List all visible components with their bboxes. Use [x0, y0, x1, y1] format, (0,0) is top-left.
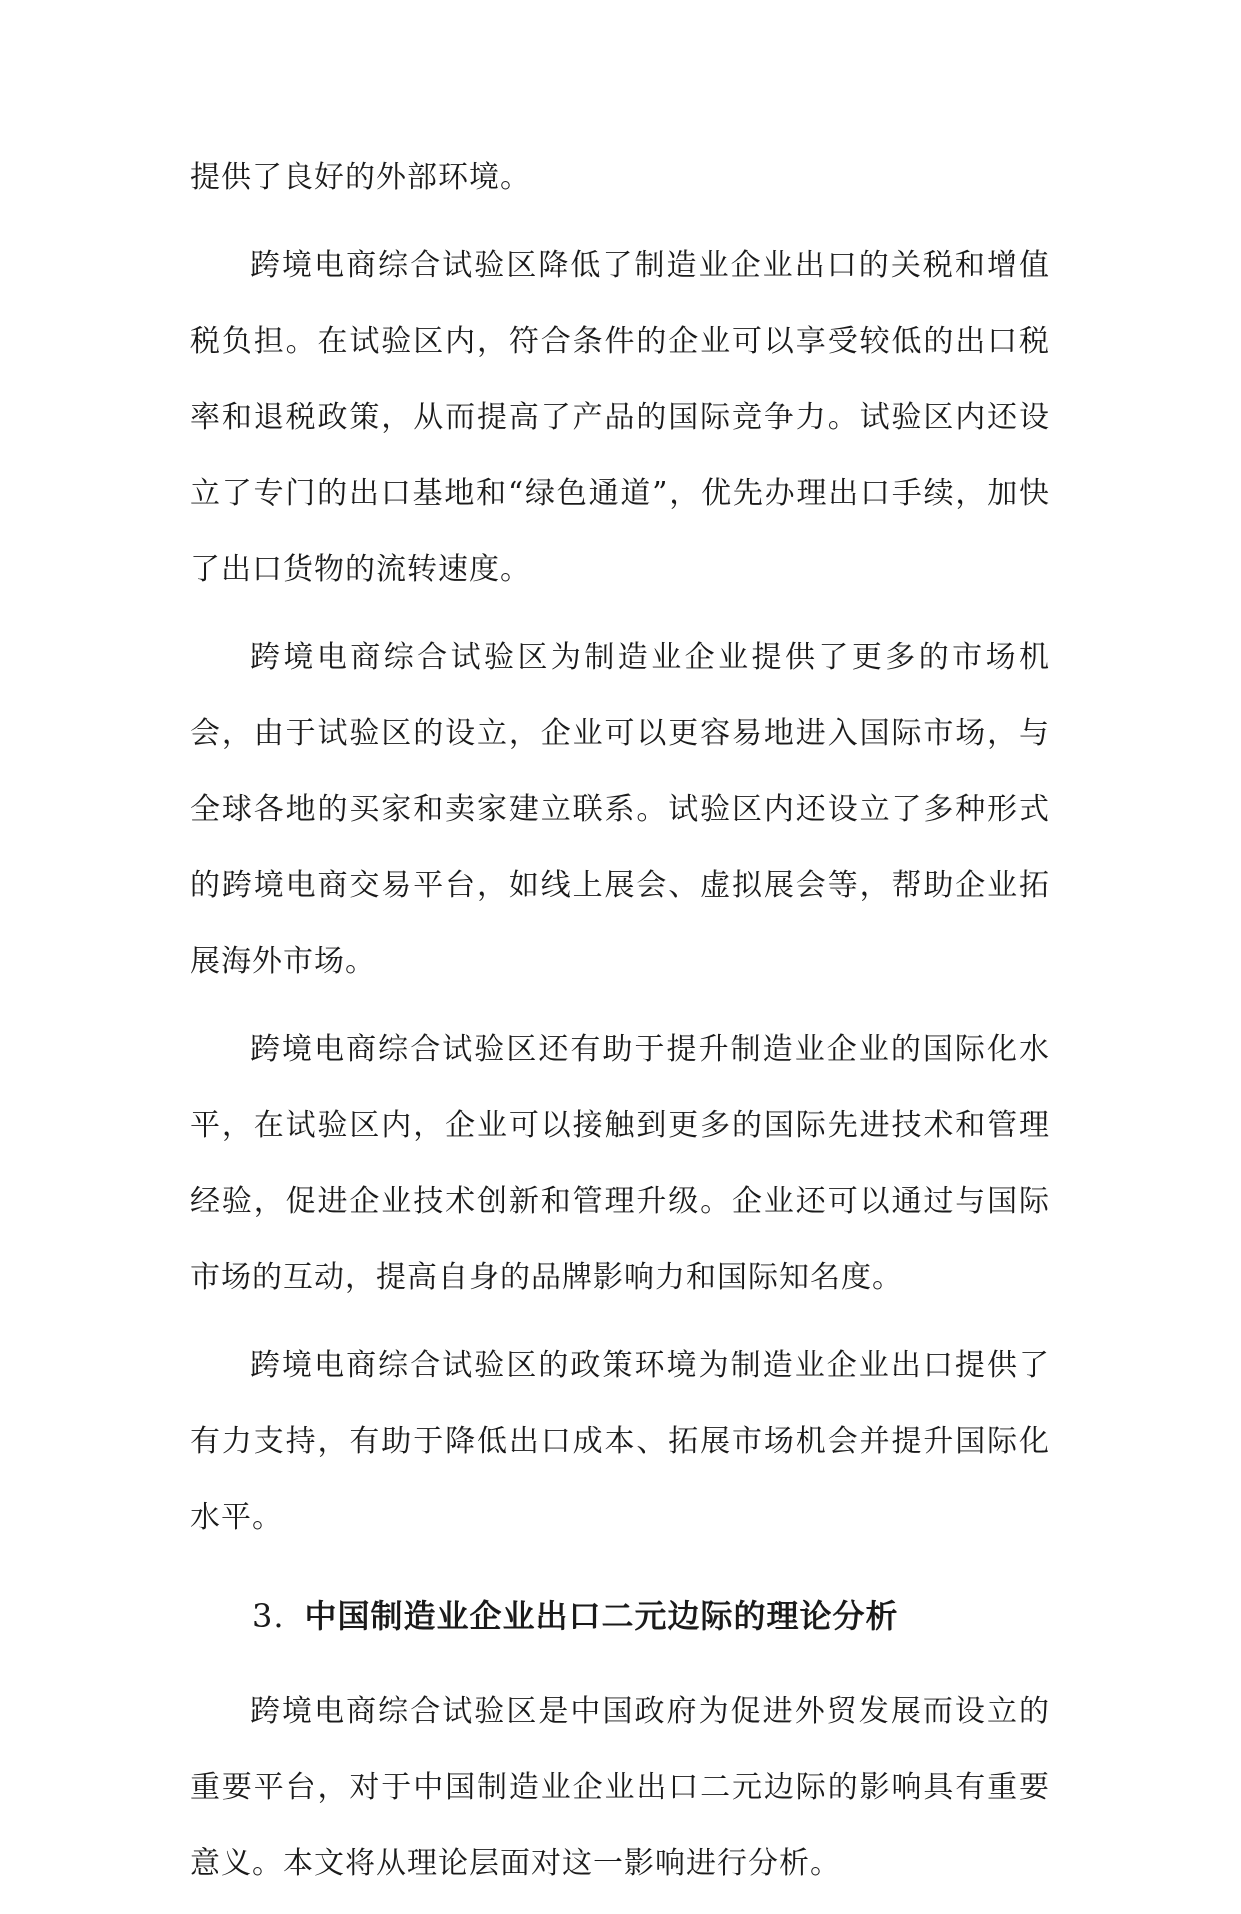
paragraph-continuation: 提供了良好的外部环境。 [190, 160, 531, 195]
paragraph-market-opportunities: 跨境电商综合试验区为制造业企业提供了更多的市场机会，由于试验区的设立，企业可以更容易地进入国际市场，与全球各地的买家和卖家建立联系。试验区内还设立了多种形式的跨境电商交易平台，如线上展会、虚拟展会等，帮助企业拓展海外市场。 [190, 640, 1050, 979]
paragraph-tax-burden: 跨境电商综合试验区降低了制造业企业出口的关税和增值税负担。在试验区内，符合条件的企业可以享受较低的出口税率和退税政策，从而提高了产品的国际竞争力。试验区内还设立了专门的出口基地和“绿色通道”，优先办理出口手续，加快了出口货物的流转速度。 [190, 248, 1050, 587]
section-heading [190, 1584, 1050, 1648]
paragraph-internationalization: 跨境电商综合试验区还有助于提升制造业企业的国际化水平，在试验区内，企业可以接触到更多的国际先进技术和管理经验，促进企业技术创新和管理升级。企业还可以通过与国际市场的互动，提高自身的品牌影响力和国际知名度。 [190, 1032, 1050, 1295]
paragraph-policy-summary: 跨境电商综合试验区的政策环境为制造业企业出口提供了有力支持，有助于降低出口成本、拓展市场机会并提升国际化水平。 [190, 1348, 1050, 1535]
document-page [190, 140, 1050, 1914]
section-title: 中国制造业企业出口二元边际的理论分析 [304, 1597, 899, 1635]
section-number: 3. [252, 1597, 285, 1635]
paragraph-section-intro: 跨境电商综合试验区是中国政府为促进外贸发展而设立的重要平台，对于中国制造业企业出口二元边际的影响具有重要意义。本文将从理论层面对这一影响进行分析。 [190, 1694, 1050, 1881]
